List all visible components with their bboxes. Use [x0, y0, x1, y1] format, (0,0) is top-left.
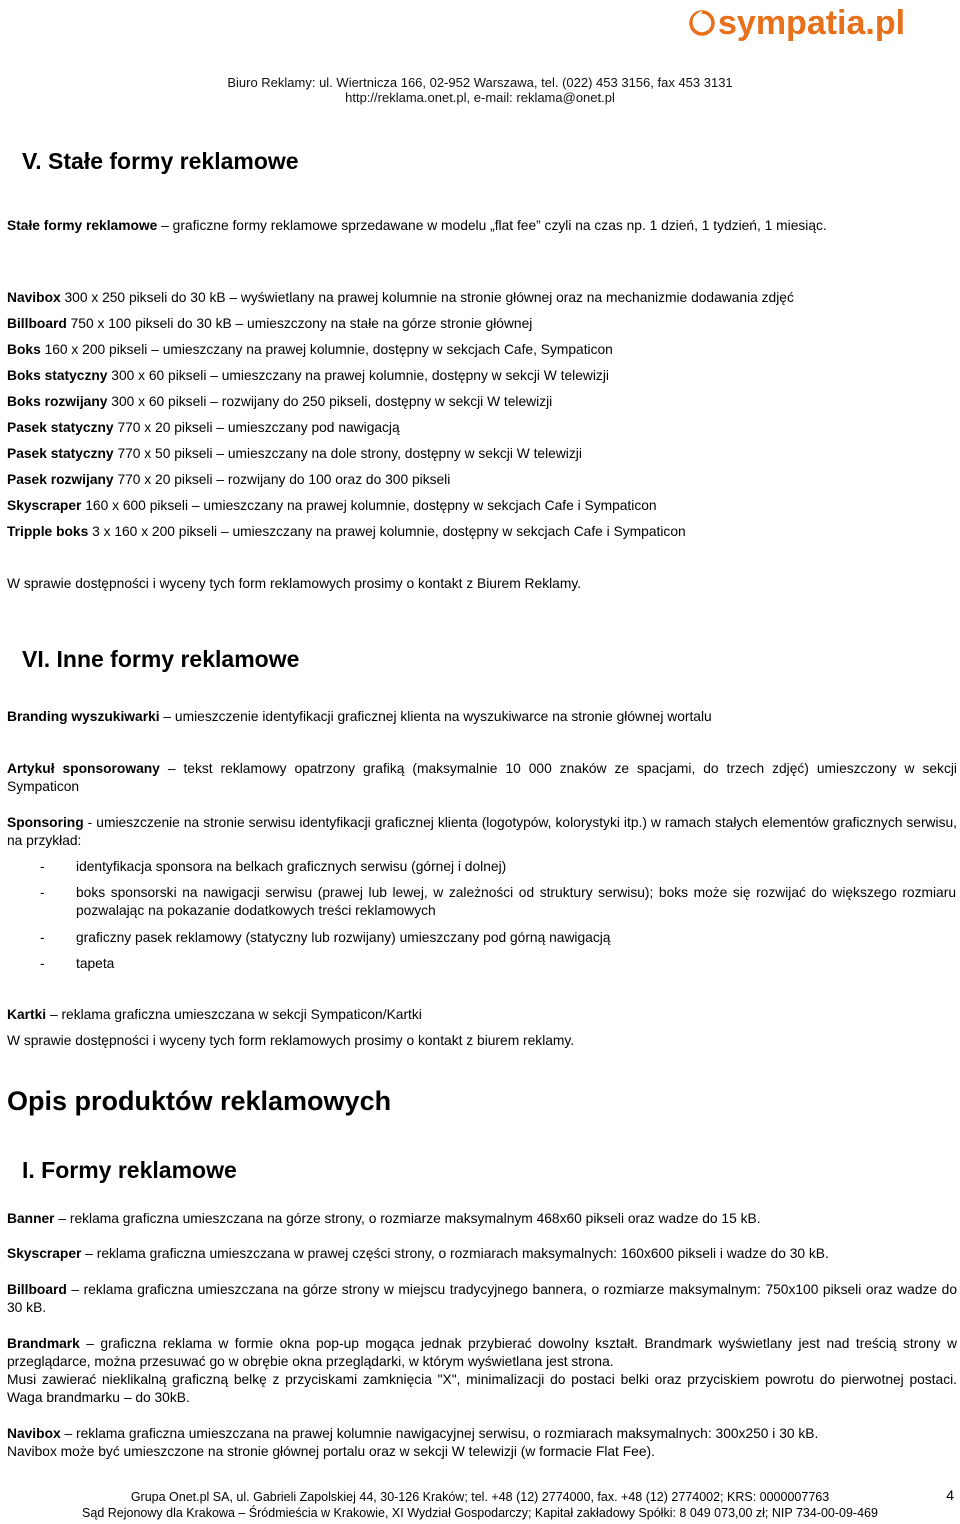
opis-subtitle: I. Formy reklamowe — [22, 1157, 237, 1183]
navibox-label: Navibox — [7, 1426, 61, 1441]
ad-format-desc: 300 x 60 pikseli – rozwijany do 250 pikseli, dostępny w sekcji W telewizji — [107, 394, 553, 409]
opis-title: Opis produktów reklamowych — [7, 1086, 392, 1116]
sec6-contact: W sprawie dostępności i wyceny tych form reklamowych prosimy o kontakt z biurem reklamy. — [7, 1033, 575, 1048]
bullet-mark: - — [40, 859, 45, 874]
brandmark-paragraph — [7, 1335, 957, 1371]
logo-text: sympatia.pl — [718, 4, 906, 42]
ad-format-item — [7, 315, 957, 333]
kartki-paragraph — [7, 1006, 957, 1024]
navibox-paragraph-2: Navibox może być umieszczone na stronie głównej portalu oraz w sekcji W telewizji (w formacie Flat Fee). — [7, 1444, 655, 1459]
page-header — [0, 75, 960, 105]
ad-format-item — [7, 393, 957, 411]
bullet-mark: - — [40, 885, 45, 900]
skyscraper-desc: – reklama graficzna umieszczana w prawej części strony, o rozmiarach maksymalnych: 160x600 pikseli i wadze do 30 kB. — [81, 1246, 829, 1261]
ad-format-desc: 3 x 160 x 200 pikseli – umieszczany na prawej kolumnie, dostępny w sekcjach Cafe i Sympaticon — [88, 524, 686, 539]
brandmark-label: Brandmark — [7, 1336, 80, 1351]
banner-paragraph — [7, 1210, 957, 1228]
kartki-desc: – reklama graficzna umieszczana w sekcji Sympaticon/Kartki — [46, 1007, 422, 1022]
artykul-paragraph — [7, 760, 957, 796]
banner-desc: – reklama graficzna umieszczana na górze strony, o rozmiarze maksymalnym 468x60 pikseli oraz wadze do 15 kB. — [54, 1211, 761, 1226]
billboard-label: Billboard — [7, 1282, 67, 1297]
ad-format-item — [7, 341, 957, 359]
sec5-intro — [7, 217, 957, 235]
ad-format-name: Boks statyczny — [7, 368, 108, 383]
artykul-desc: – tekst reklamowy opatrzony grafiką (maksymalnie 10 000 znaków ze spacjami, do trzech zdjęć) umieszczony w sekcji Sympaticon — [7, 761, 957, 794]
billboard-desc: – reklama graficzna umieszczana na górze strony w miejscu tradycyjnego bannera, o rozmiarze maksymalnym: 750x100 pikseli oraz wadze do 30 kB. — [7, 1282, 957, 1315]
sec5-contact: W sprawie dostępności i wyceny tych form reklamowych prosimy o kontakt z Biurem Reklamy. — [7, 576, 582, 591]
ad-format-name: Boks — [7, 342, 41, 357]
ad-format-item — [7, 419, 957, 437]
header-contact: http://reklama.onet.pl, e-mail: reklama@onet.pl — [345, 90, 615, 105]
ad-format-desc: 770 x 20 pikseli – umieszczany pod nawigacją — [113, 420, 400, 435]
sponsoring-label: Sponsoring — [7, 815, 84, 830]
section-title-vi: VI. Inne formy reklamowe — [22, 646, 300, 672]
ad-format-name: Pasek rozwijany — [7, 472, 114, 487]
sponsoring-paragraph — [7, 814, 957, 850]
skyscraper-paragraph — [7, 1245, 957, 1263]
branding-desc: – umieszczenie identyfikacji graficznej klienta na wyszukiwarce na stronie głównej wortalu — [159, 709, 712, 724]
footer — [0, 1489, 960, 1521]
ad-format-desc: 160 x 200 pikseli – umieszczany na prawej kolumnie, dostępny w sekcjach Cafe, Sympaticon — [40, 342, 613, 357]
sympatia-logo-graphic — [688, 2, 948, 42]
sec5-intro-text: – graficzne formy reklamowe sprzedawane w modelu „flat fee” czyli na czas np. 1 dzień, 1 tydzień, 1 miesiąc. — [157, 218, 827, 233]
banner-label: Banner — [7, 1211, 55, 1226]
kartki-label: Kartki — [7, 1007, 47, 1022]
ad-format-desc: 300 x 60 pikseli – umieszczany na prawej kolumnie, dostępny w sekcji W telewizji — [107, 368, 609, 383]
ad-format-desc: 300 x 250 pikseli do 30 kB – wyświetlany na prawej kolumnie na stronie głównej oraz na mechanizmie dodawania zdjęć — [60, 290, 794, 305]
ad-format-name: Navibox — [7, 290, 61, 305]
sec5-intro-bold: Stałe formy reklamowe — [7, 218, 158, 233]
skyscraper-label: Skyscraper — [7, 1246, 82, 1261]
sponsoring-desc: - umieszczenie na stronie serwisu identyfikacji graficznej klienta (logotypów, kolorystyki itp.) w ramach stałych elementów graficznych serwisu, na przykład: — [7, 815, 957, 848]
section-title-v: V. Stałe formy reklamowe — [22, 148, 299, 174]
footer-company: Grupa Onet.pl SA, ul. Gabrieli Zapolskiej 44, 30-126 Kraków; tel. +48 (12) 2774000, fax. +48 (12) 2774002; KRS: 0000007763 — [130, 1490, 830, 1504]
ad-format-item — [7, 289, 957, 307]
ad-format-item — [7, 367, 957, 385]
bullet-mark: - — [40, 956, 45, 971]
ad-format-desc: 160 x 600 pikseli – umieszczany na prawej kolumnie, dostępny w sekcjach Cafe i Sympaticon — [81, 498, 657, 513]
ad-format-item — [7, 445, 957, 463]
ad-format-desc: 770 x 50 pikseli – umieszczany na dole strony, dostępny w sekcji W telewizji — [113, 446, 582, 461]
header-address: Biuro Reklamy: ul. Wiertnicza 166, 02-952 Warszawa, tel. (022) 453 3156, fax 453 3131 — [227, 75, 733, 90]
billboard-paragraph — [7, 1281, 957, 1317]
list-item: tapeta — [76, 956, 115, 971]
ad-format-name: Tripple boks — [7, 524, 89, 539]
page-number: 4 — [946, 1487, 954, 1503]
list-item: graficzny pasek reklamowy (statyczny lub rozwijany) umieszczany pod górną nawigacją — [76, 930, 611, 945]
ad-format-name: Billboard — [7, 316, 67, 331]
brandmark-paragraph-2: Musi zawierać nieklikalną graficzną belkę z przyciskami zamknięcia "X", minimalizacji do postaci belki oraz przyciskiem powrotu do pierwotnej postaci. Waga brandmarku – do 30kB. — [7, 1372, 957, 1405]
ad-format-item — [7, 471, 957, 489]
ad-format-name: Boks rozwijany — [7, 394, 108, 409]
list-item: identyfikacja sponsora na belkach graficznych serwisu (górnej i dolnej) — [76, 859, 507, 874]
ad-format-item — [7, 497, 957, 515]
bullet-mark: - — [40, 930, 45, 945]
ad-format-name: Pasek statyczny — [7, 420, 114, 435]
branding-paragraph — [7, 708, 957, 726]
brandmark-desc: – graficzna reklama w formie okna pop-up mogąca jednak przybierać dowolny kształt. Brandmark wyświetlany jest nad treścią strony w przeglądarce, można przesuwać go w obrębie okna przeglądarki, w którym wyświetlana jest strona. — [7, 1336, 957, 1369]
artykul-label: Artykuł sponsorowany — [7, 761, 160, 776]
ad-format-item — [7, 523, 957, 541]
ad-format-desc: 770 x 20 pikseli – rozwijany do 100 oraz do 300 pikseli — [113, 472, 451, 487]
branding-label: Branding wyszukiwarki — [7, 709, 160, 724]
ad-format-desc: 750 x 100 pikseli do 30 kB – umieszczony na stałe na górze stronie głównej — [66, 316, 533, 331]
ad-format-name: Pasek statyczny — [7, 446, 114, 461]
list-item: boks sponsorski na nawigacji serwisu (prawej lub lewej, w zależności od struktury serwisu); boks może się rozwijać do większego rozmiaru pozwalając na pokazanie dodatkowych treści reklamowych — [76, 885, 956, 918]
ad-format-name: Skyscraper — [7, 498, 82, 513]
sympatia-logo — [688, 2, 948, 42]
navibox-desc: – reklama graficzna umieszczana na prawej kolumnie nawigacyjnej serwisu, o rozmiarach maksymalnych: 300x250 i 30 kB. — [60, 1426, 819, 1441]
navibox-paragraph — [7, 1425, 957, 1443]
footer-registry: Sąd Rejonowy dla Krakowa – Śródmieścia w Krakowie, XI Wydział Gospodarczy; Kapitał zakładowy Spółki: 8 049 073,00 zł; NIP 734-00-09-469 — [82, 1506, 878, 1520]
